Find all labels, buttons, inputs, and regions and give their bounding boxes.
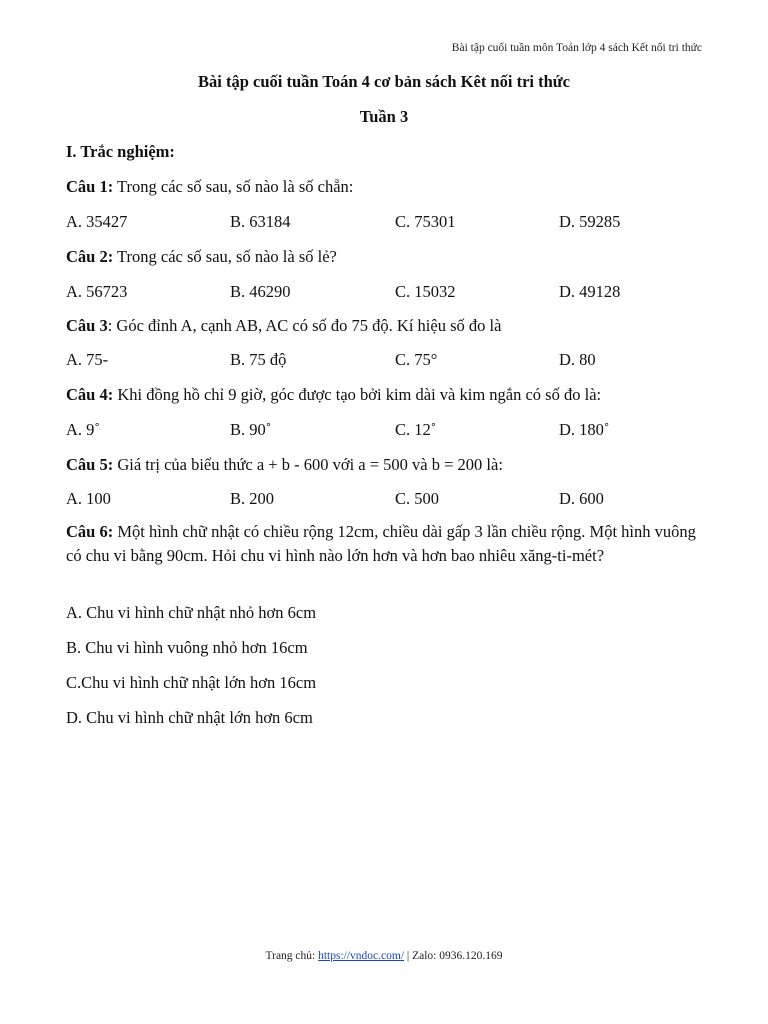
homepage-link[interactable]: https://vndoc.com/ (318, 950, 405, 962)
footer-contact: | Zalo: 0936.120.169 (404, 950, 503, 962)
question-text: Trong các số sau, số nào là số chẵn: (113, 177, 354, 196)
question-3 (66, 316, 501, 336)
week-heading: Tuần 3 (359, 107, 409, 126)
answer-a: A. Chu vi hình chữ nhật nhỏ hơn 6cm (66, 603, 317, 622)
option-c: C. 75301 (395, 212, 456, 231)
option-a: A. 35427 (66, 212, 128, 231)
running-header: Bài tập cuối tuần môn Toán lớp 4 sách Kết nối tri thức (451, 42, 702, 54)
option-b: B. 63184 (230, 212, 291, 231)
question-label: Câu 2: (66, 247, 114, 266)
answer-d: D. Chu vi hình chữ nhật lớn hơn 6cm (66, 708, 313, 727)
question-6 (66, 520, 706, 568)
question-2-options (66, 282, 706, 304)
option-a: A. 75- (66, 350, 109, 369)
question-5-options (66, 489, 706, 511)
footer-prefix: Trang chủ: (265, 950, 319, 962)
option-c: C. 15032 (395, 282, 456, 301)
option-d: D. 49128 (559, 282, 621, 301)
question-5 (66, 455, 503, 475)
answer-c: C.Chu vi hình chữ nhật lớn hơn 16cm (66, 673, 317, 692)
option-a: A. 9˚ (66, 420, 100, 439)
question-text: Giá trị của biểu thức a + b - 600 với a = 500 và b = 200 là: (113, 455, 503, 474)
question-text: Trong các số sau, số nào là số lẻ? (113, 247, 337, 266)
question-3-options (66, 350, 706, 372)
option-c: C. 12˚ (395, 420, 437, 439)
question-2 (66, 247, 337, 267)
question-label: Câu 5: (66, 455, 114, 474)
page-footer (0, 950, 768, 962)
option-a: A. 100 (66, 489, 111, 508)
question-1 (66, 177, 353, 197)
document-title: Bài tập cuối tuần Toán 4 cơ bản sách Kêt nối tri thức (197, 72, 570, 91)
option-d: D. 180˚ (559, 420, 610, 439)
question-text: : Góc đỉnh A, cạnh AB, AC có số đo 75 độ. Kí hiệu số đo là (107, 316, 502, 335)
option-b: B. 46290 (230, 282, 291, 301)
answer-b: B. Chu vi hình vuông nhỏ hơn 16cm (66, 638, 308, 657)
option-d: D. 80 (559, 350, 596, 369)
option-c: C. 75° (395, 350, 438, 369)
question-1-options (66, 212, 706, 234)
option-a: A. 56723 (66, 282, 128, 301)
option-d: D. 59285 (559, 212, 621, 231)
section-heading: I. Trắc nghiệm: (66, 142, 175, 161)
question-text: Khi đồng hồ chỉ 9 giờ, góc được tạo bởi kim dài và kim ngắn có số đo là: (113, 385, 602, 404)
question-text: Một hình chữ nhật có chiều rộng 12cm, chiều dài gấp 3 lần chiều rộng. Một hình vuông có chu vi bằng 90cm. Hỏi chu vi hình nào lớn hơn và hơn bao nhiêu xăng-ti-mét? (66, 522, 696, 565)
option-d: D. 600 (559, 489, 604, 508)
question-label: Câu 4: (66, 385, 114, 404)
question-4-options (66, 420, 706, 442)
option-b: B. 200 (230, 489, 275, 508)
question-label: Câu 6: (66, 522, 114, 541)
option-b: B. 90˚ (230, 420, 272, 439)
option-c: C. 500 (395, 489, 440, 508)
question-label: Câu 1: (66, 177, 114, 196)
option-b: B. 75 độ (230, 350, 287, 369)
question-4 (66, 385, 601, 405)
question-label: Câu 3 (66, 316, 108, 335)
